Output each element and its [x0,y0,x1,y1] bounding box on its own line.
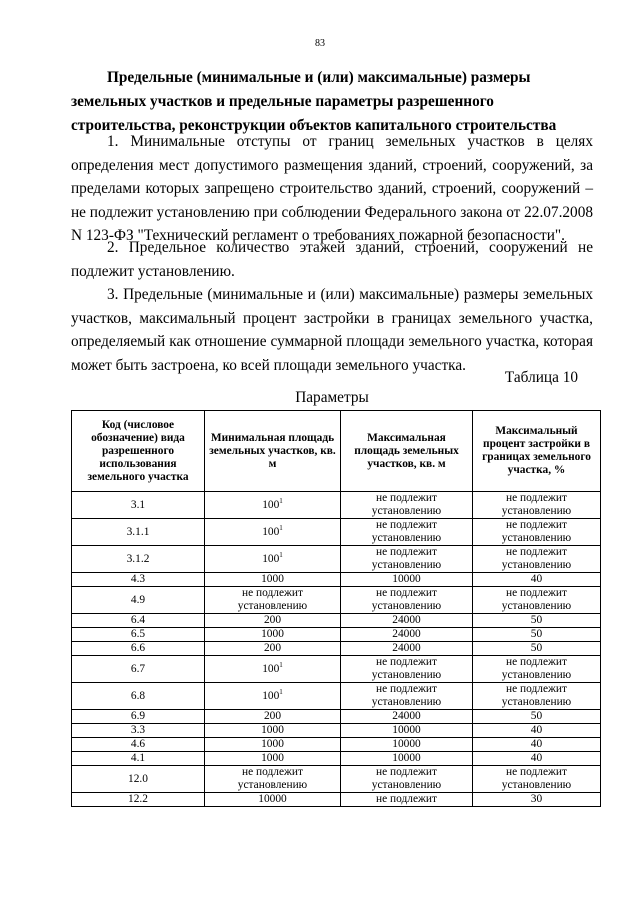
cell-code: 6.9 [72,710,205,724]
cell-min-area: 1000 [205,573,341,587]
cell-max-area: не подлежит установлению [341,766,473,793]
heading-line-3: строительства, реконструкции объектов капитального строительства [71,117,557,134]
cell-max-area: 24000 [341,710,473,724]
table-body [72,492,601,807]
cell-min-area: 200 [205,710,341,724]
table-row [72,614,601,628]
cell-min-area: 1000 [205,724,341,738]
cell-max-percent: 40 [473,752,601,766]
cell-min-area: 1000 [205,628,341,642]
cell-max-area: не подлежит [341,793,473,807]
cell-max-percent: не подлежит установлению [473,683,601,710]
footnote-mark: 1 [279,523,283,532]
cell-max-percent: не подлежит установлению [473,587,601,614]
cell-code: 6.6 [72,642,205,656]
paragraph-3: 3. Предельные (минимальные и (или) максимальные) размеры земельных участков, максимальный процент застройки в границах земельного участка, определяемый как отношение суммарной площади земельного участка, которая может быть застроена, ко всей площади земельного участка. [71,286,593,374]
cell-max-percent: не подлежит установлению [473,492,601,519]
cell-min-area: 1000 [205,738,341,752]
cell-min-area: 1000 [205,752,341,766]
cell-code: 6.7 [72,656,205,683]
cell-code: 12.2 [72,793,205,807]
cell-code: 6.8 [72,683,205,710]
cell-code: 12.0 [72,766,205,793]
header-max-percent: Максимальный процент застройки в границах земельного участка, % [473,411,601,492]
table-row [72,683,601,710]
table-caption: Параметры [295,389,369,406]
table-row [72,656,601,683]
cell-min-area: 200 [205,642,341,656]
cell-max-area: не подлежит установлению [341,546,473,573]
table-row [72,793,601,807]
cell-max-area: 10000 [341,752,473,766]
cell-code: 3.1.2 [72,546,205,573]
table-row [72,752,601,766]
cell-max-percent: 50 [473,614,601,628]
page-number: 83 [315,38,325,49]
footnote-mark: 1 [279,687,283,696]
cell-max-area: 10000 [341,724,473,738]
parameters-table [71,410,601,807]
cell-max-percent: 40 [473,724,601,738]
cell-max-area: 24000 [341,614,473,628]
cell-code: 4.6 [72,738,205,752]
table-row [72,546,601,573]
cell-min-area: не подлежит установлению [205,587,341,614]
cell-max-percent: не подлежит установлению [473,546,601,573]
header-min-area: Минимальная площадь земельных участков, кв. м [205,411,341,492]
table-row [72,738,601,752]
table-number-label: Таблица 10 [504,369,578,386]
header-max-area: Максимальная площадь земельных участков, кв. м [341,411,473,492]
cell-max-percent: 50 [473,642,601,656]
cell-min-area: $100^1$ [205,492,341,519]
footnote-mark: 1 [279,496,283,505]
cell-code: 4.1 [72,752,205,766]
cell-min-area: 200 [205,614,341,628]
table-row [72,766,601,793]
cell-max-area: 10000 [341,738,473,752]
cell-max-area: 24000 [341,642,473,656]
cell-max-percent: 40 [473,573,601,587]
paragraph-1: 1. Минимальные отступы от границ земельных участков в целях определения мест допустимого размещения зданий, строений, сооружений, за пределами которых запрещено строительство зданий, строений, сооружений – не подлежит установлению при соблюдении Федерального закона от 22.07.2008 N 123-ФЗ "Технический регламент о требованиях пожарной безопасности". [71,133,593,245]
cell-max-area: 24000 [341,628,473,642]
cell-max-percent: не подлежит установлению [473,766,601,793]
cell-max-percent: 50 [473,710,601,724]
heading-line-2: земельных участков и предельные параметры разрешенного [71,93,494,110]
cell-min-area: не подлежит установлению [205,766,341,793]
footnote-mark: 1 [279,550,283,559]
cell-code: 6.5 [72,628,205,642]
cell-min-area: 10000 [205,793,341,807]
cell-max-percent: 50 [473,628,601,642]
cell-code: 3.1 [72,492,205,519]
cell-max-area: не подлежит установлению [341,683,473,710]
cell-max-area: не подлежит установлению [341,656,473,683]
cell-max-area: не подлежит установлению [341,492,473,519]
table-row [72,724,601,738]
cell-code: 3.3 [72,724,205,738]
section-heading [71,66,593,138]
table-row [72,587,601,614]
table-row [72,573,601,587]
cell-code: 3.1.1 [72,519,205,546]
footnote-mark: 1 [279,660,283,669]
cell-min-area: $100^1$ [205,656,341,683]
cell-max-percent: не подлежит установлению [473,656,601,683]
cell-max-area: не подлежит установлению [341,519,473,546]
table-row [72,492,601,519]
paragraph-2: 2. Предельное количество этажей зданий, строений, сооружений не подлежит установлению. [71,239,593,280]
cell-min-area: $100^1$ [205,546,341,573]
cell-code: 6.4 [72,614,205,628]
table-header-row [72,411,601,492]
heading-line-1: Предельные (минимальные и (или) максимальные) размеры [107,69,531,86]
cell-max-percent: 40 [473,738,601,752]
cell-min-area: $100^1$ [205,519,341,546]
table-row [72,519,601,546]
table-row [72,710,601,724]
cell-min-area: $100^1$ [205,683,341,710]
cell-max-area: 10000 [341,573,473,587]
table-row [72,628,601,642]
cell-code: 4.9 [72,587,205,614]
cell-max-percent: 30 [473,793,601,807]
table-row [72,642,601,656]
cell-code: 4.3 [72,573,205,587]
cell-max-area: не подлежит установлению [341,587,473,614]
cell-max-percent: не подлежит установлению [473,519,601,546]
header-code: Код (числовое обозначение) вида разрешенного использования земельного участка [72,411,205,492]
